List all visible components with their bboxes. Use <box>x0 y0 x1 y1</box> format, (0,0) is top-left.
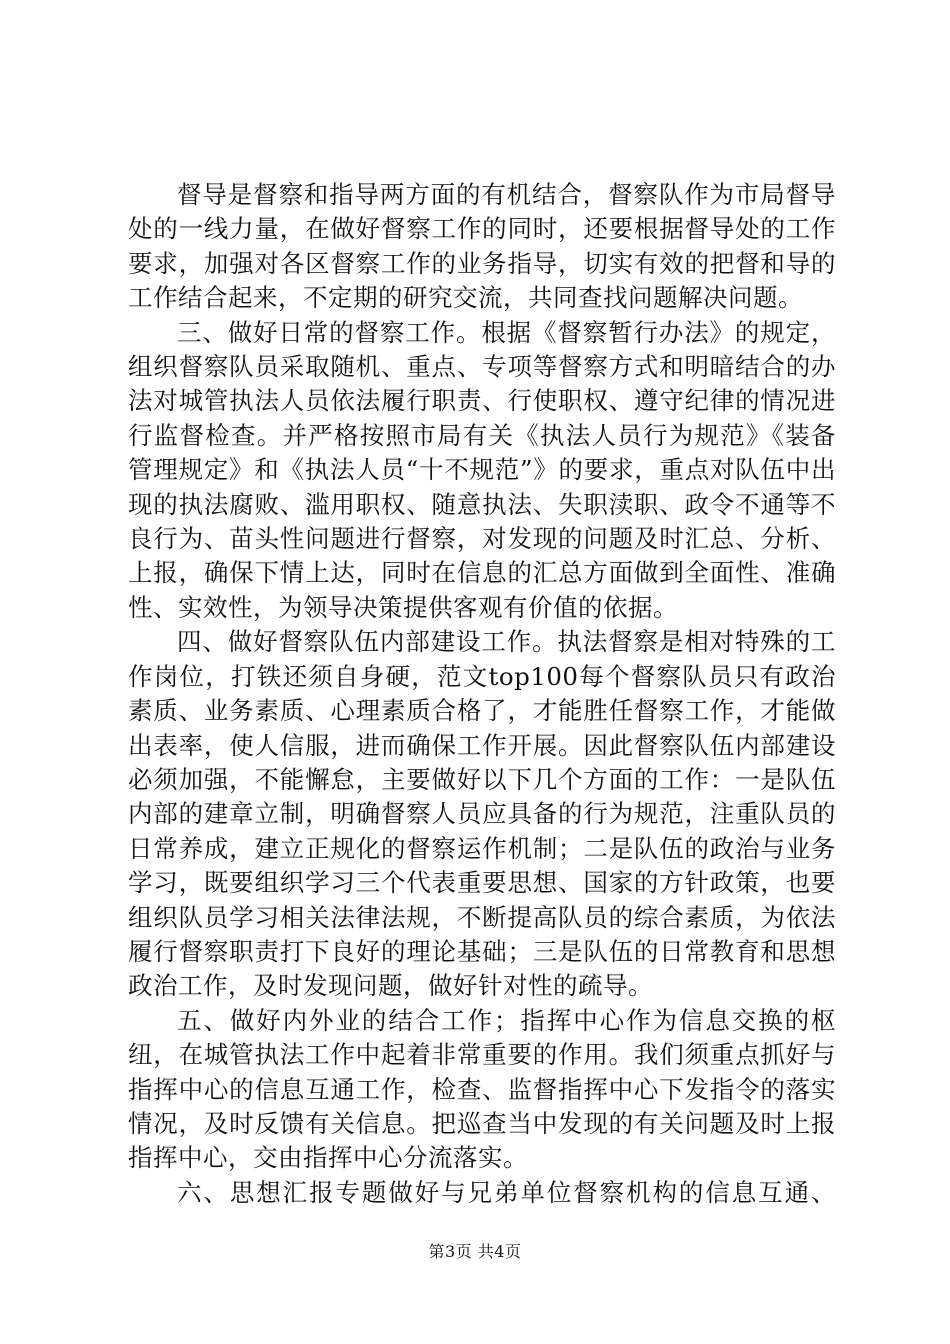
paragraph-section-six: 六、思想汇报专题做好与兄弟单位督察机构的信息互通、 <box>177 1177 836 1207</box>
paragraph-section-five: 五、做好内外业的结合工作；指挥中心作为信息交换的枢纽，在城管执法工作中起着非常重要的作用。我们须重点抓好与指挥中心的信息互通工作，检查、监督指挥中心下发指令的落实情况，及时反馈有关信息。把巡查当中发现的有关问题及时上报指挥中心，交由指挥中心分流落实。 <box>128 1005 836 1173</box>
page-number: 第3页 共4页 <box>428 1242 522 1261</box>
document-body <box>128 178 836 1210</box>
paragraph-supervision-guidance: 督导是督察和指导两方面的有机结合，督察队作为市局督导处的一线力量，在做好督察工作的同时，还要根据督导处的工作要求，加强对各区督察工作的业务指导，切实有效的把督和导的工作结合起来，不定期的研究交流，共同查找问题解决问题。 <box>128 180 836 313</box>
paragraph-section-three: 三、做好日常的督察工作。根据《督察暂行办法》的规定，组织督察队员采取随机、重点、专项等督察方式和明暗结合的办法对城管执法人员依法履行职责、行使职权、遵守纪律的情况进行监督检查。并严格按照市局有关《执法人员行为规范》《装备管理规定》和《执法人员“十不规范”》的要求，重点对队伍中出现的执法腐败、滥用职权、随意执法、失职渎职、政令不通等不良行为、苗头性问题进行督察，对发现的问题及时汇总、分析、上报，确保下情上达，同时在信息的汇总方面做到全面性、准确性、实效性，为领导决策提供客观有价值的依据。 <box>128 317 836 622</box>
paragraph-section-four: 四、做好督察队伍内部建设工作。执法督察是相对特殊的工作岗位，打铁还须自身硬，范文top100每个督察队员只有政治素质、业务素质、心理素质合格了，才能胜任督察工作，才能做出表率，使人信服，进而确保工作开展。因此督察队伍内部建设必须加强，不能懈怠，主要做好以下几个方面的工作：一是队伍内部的建章立制，明确督察人员应具备的行为规范，注重队员的日常养成，建立正规化的督察运作机制；二是队伍的政治与业务学习，既要组织学习三个代表重要思想、国家的方针政策，也要组织队员学习相关法律法规，不断提高队员的综合素质，为依法履行督察职责打下良好的理论基础；三是队伍的日常教育和思想政治工作，及时发现问题，做好针对性的疏导。 <box>128 627 836 1001</box>
